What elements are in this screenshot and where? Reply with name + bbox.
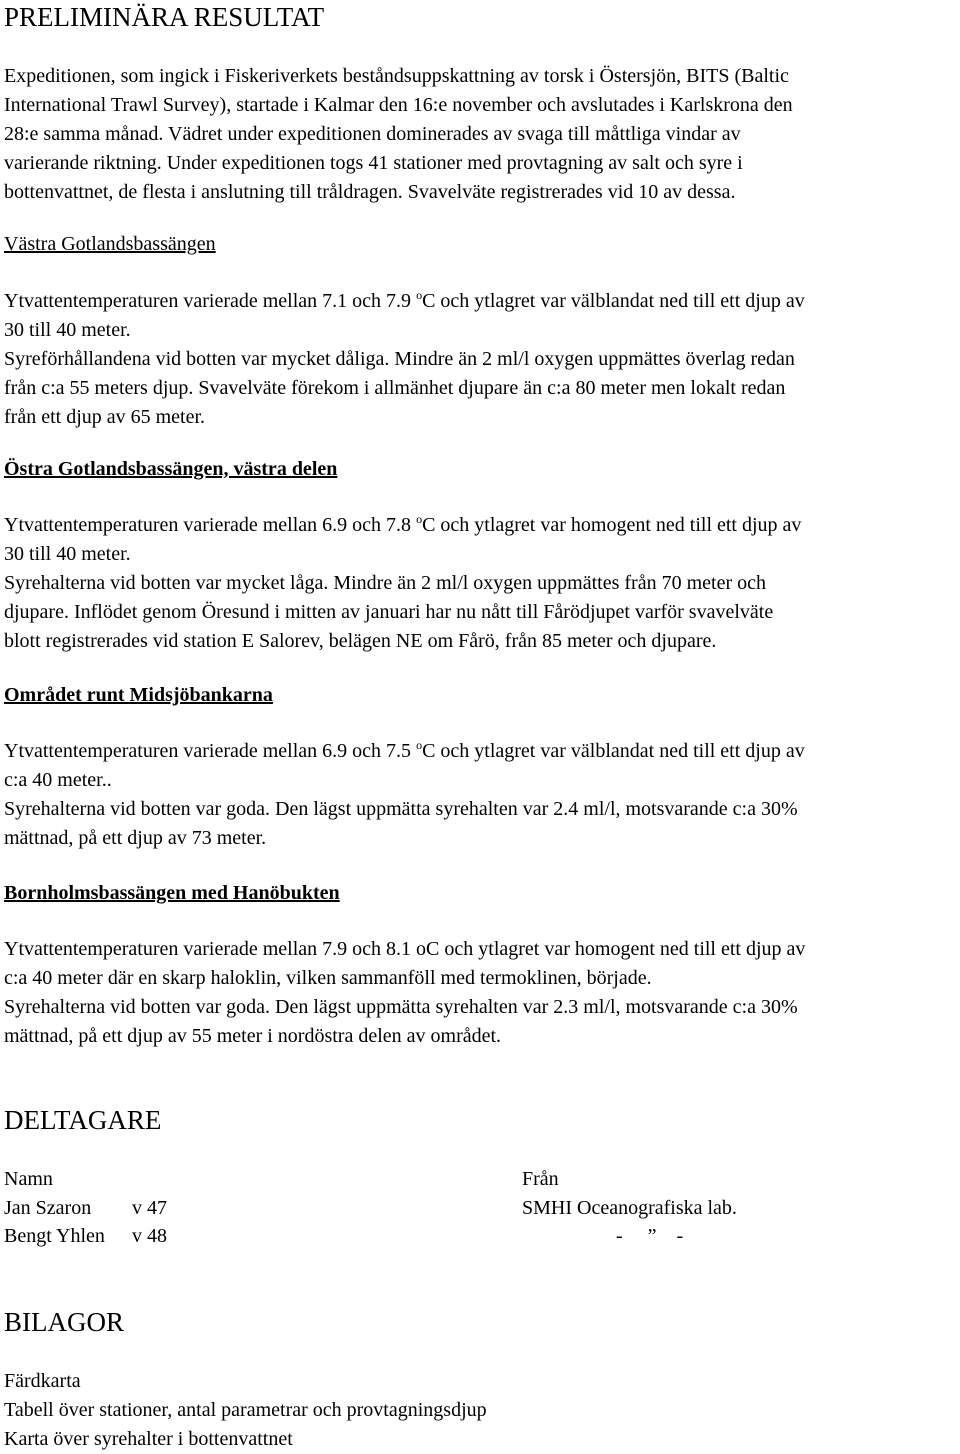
prelim-title: PRELIMINÄRA RESULTAT bbox=[4, 2, 325, 32]
body-line: från ett djup av 65 meter. bbox=[4, 406, 206, 428]
body-line: 30 till 40 meter. bbox=[4, 319, 131, 341]
temp-line: Ytvattentemperaturen varierade mellan 6.9 och 7.5 $^o$C och ytlagret var välblandat ned till ett djup av bbox=[4, 738, 805, 762]
participants-title: DELTAGARE bbox=[4, 1105, 162, 1135]
section-body bbox=[4, 737, 956, 853]
attachment-item: Karta över syrehalter i bottenvattnet bbox=[4, 1428, 293, 1450]
intro-paragraph bbox=[4, 62, 956, 207]
intro-line: 28:e samma månad. Vädret under expeditionen dominerades av svaga till måttliga vindar av bbox=[4, 123, 741, 145]
participant-from: SMHI Oceanografiska lab. bbox=[522, 1197, 737, 1219]
section-heading: Bornholmsbassängen med Hanöbukten bbox=[4, 882, 340, 904]
body-line: Syrehalterna vid botten var goda. Den lägst uppmätta syrehalten var 2.4 ml/l, motsvarande c:a 30% bbox=[4, 798, 798, 820]
intro-line: varierande riktning. Under expeditionen togs 41 stationer med provtagning av salt och syre i bbox=[4, 152, 743, 174]
intro-line: bottenvattnet, de flesta i anslutning till tråldragen. Svavelväte registrerades vid 10 av dessa. bbox=[4, 181, 736, 203]
body-line: från c:a 55 meters djup. Svavelväte förekom i allmänhet djupare än c:a 80 meter men lokalt redan bbox=[4, 377, 786, 399]
body-line: 30 till 40 meter. bbox=[4, 543, 131, 565]
intro-line: Expeditionen, som ingick i Fiskeriverkets beståndsuppskattning av torsk i Östersjön, BITS (Baltic bbox=[4, 65, 789, 87]
body-line: mättnad, på ett djup av 55 meter i nordöstra delen av området. bbox=[4, 1025, 502, 1047]
body-line: c:a 40 meter.. bbox=[4, 769, 112, 791]
participants-header-from: Från bbox=[522, 1168, 559, 1190]
temp-line: Ytvattentemperaturen varierade mellan 6.9 och 7.8 $^o$C och ytlagret var homogent ned till ett djup av bbox=[4, 512, 802, 536]
attachments-list bbox=[4, 1367, 956, 1454]
intro-line: International Trawl Survey), startade i Kalmar den 16:e november och avslutades i Karlskrona den bbox=[4, 94, 793, 116]
body-line: djupare. Inflödet genom Öresund i mitten av januari har nu nått till Fårödjupet varför svavelväte bbox=[4, 601, 774, 623]
body-line: Syrehalterna vid botten var mycket låga. Mindre än 2 ml/l oxygen uppmättes från 70 meter och bbox=[4, 572, 766, 594]
temp-line: Ytvattentemperaturen varierade mellan 7.9 och 8.1 oC och ytlagret var homogent ned till ett djup av bbox=[4, 938, 806, 960]
section-body bbox=[4, 935, 956, 1051]
attachments-title: BILAGOR bbox=[4, 1307, 124, 1337]
body-line: Syreförhållandena vid botten var mycket dåliga. Mindre än 2 ml/l oxygen uppmättes överlag redan bbox=[4, 348, 795, 370]
participant-name: Bengt Yhlen bbox=[4, 1225, 105, 1247]
section-heading: Västra Gotlandsbassängen bbox=[4, 233, 216, 255]
participants-header-name: Namn bbox=[4, 1168, 53, 1190]
section-body bbox=[4, 511, 956, 656]
attachment-item: Färdkarta bbox=[4, 1370, 81, 1392]
section-heading: Området runt Midsjöbankarna bbox=[4, 684, 273, 706]
participant-name: Jan Szaron bbox=[4, 1197, 92, 1219]
section-heading: Östra Gotlandsbassängen, västra delen bbox=[4, 458, 338, 480]
attachment-item: Tabell över stationer, antal parametrar och provtagningsdjup bbox=[4, 1399, 487, 1421]
participant-from: - ” - bbox=[616, 1225, 684, 1247]
participant-week: v 47 bbox=[132, 1197, 167, 1219]
body-line: c:a 40 meter där en skarp haloklin, vilken sammanföll med termoklinen, började. bbox=[4, 967, 652, 989]
body-line: mättnad, på ett djup av 73 meter. bbox=[4, 827, 267, 849]
temp-line: Ytvattentemperaturen varierade mellan 7.1 och 7.9 $^o$C och ytlagret var välblandat ned till ett djup av bbox=[4, 288, 805, 312]
body-line: blott registrerades vid station E Salorev, belägen NE om Fårö, från 85 meter och djupare. bbox=[4, 630, 717, 652]
section-body bbox=[4, 287, 956, 432]
body-line: Syrehalterna vid botten var goda. Den lägst uppmätta syrehalten var 2.3 ml/l, motsvarande c:a 30% bbox=[4, 996, 798, 1018]
participant-week: v 48 bbox=[132, 1225, 167, 1247]
